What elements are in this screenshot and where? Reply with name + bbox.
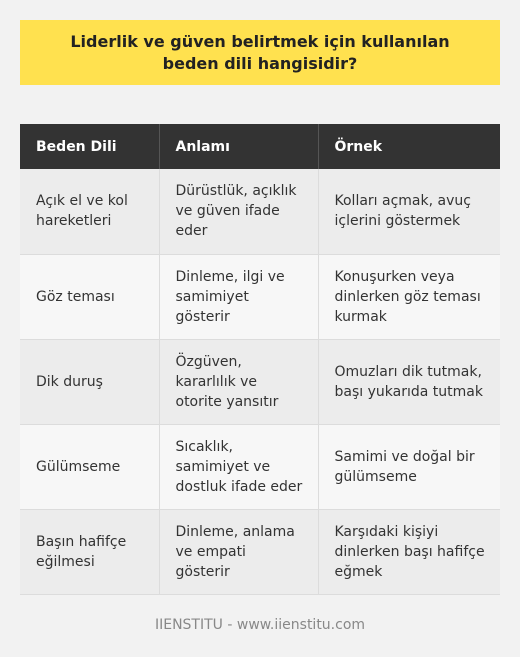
- cell-body-language: Göz teması: [20, 254, 159, 339]
- question-banner: [20, 20, 500, 85]
- cell-meaning: Özgüven, kararlılık ve otorite yansıtır: [159, 339, 318, 424]
- table-row: [20, 339, 500, 424]
- cell-example: Konuşurken veya dinlerken göz teması kurmak: [318, 254, 500, 339]
- cell-meaning: Dinleme, ilgi ve samimiyet gösterir: [159, 254, 318, 339]
- cell-body-language: Dik duruş: [20, 339, 159, 424]
- table-row: [20, 424, 500, 509]
- cell-meaning: Dürüstlük, açıklık ve güven ifade eder: [159, 169, 318, 254]
- footer-credit: IIENSTITU - www.iienstitu.com: [154, 617, 366, 633]
- table-header-row: [20, 124, 500, 169]
- table-row: [20, 509, 500, 594]
- cell-example: Omuzları dik tutmak, başı yukarıda tutmak: [318, 339, 500, 424]
- header-beden-dili: Beden Dili: [20, 124, 159, 169]
- cell-example: Karşıdaki kişiyi dinlerken başı hafifçe eğmek: [318, 509, 500, 594]
- table-row: [20, 169, 500, 254]
- header-anlami: Anlamı: [159, 124, 318, 169]
- question-text: Liderlik ve güven belirtmek için kullanılan beden dili hangisidir?: [70, 31, 450, 73]
- cell-body-language: Başın hafifçe eğilmesi: [20, 509, 159, 594]
- cell-example: Samimi ve doğal bir gülümseme: [318, 424, 500, 509]
- header-ornek: Örnek: [318, 124, 500, 169]
- cell-body-language: Gülümseme: [20, 424, 159, 509]
- table-row: [20, 254, 500, 339]
- cell-meaning: Sıcaklık, samimiyet ve dostluk ifade eder: [159, 424, 318, 509]
- body-language-table: [20, 124, 500, 595]
- cell-body-language: Açık el ve kol hareketleri: [20, 169, 159, 254]
- cell-example: Kolları açmak, avuç içlerini göstermek: [318, 169, 500, 254]
- cell-meaning: Dinleme, anlama ve empati gösterir: [159, 509, 318, 594]
